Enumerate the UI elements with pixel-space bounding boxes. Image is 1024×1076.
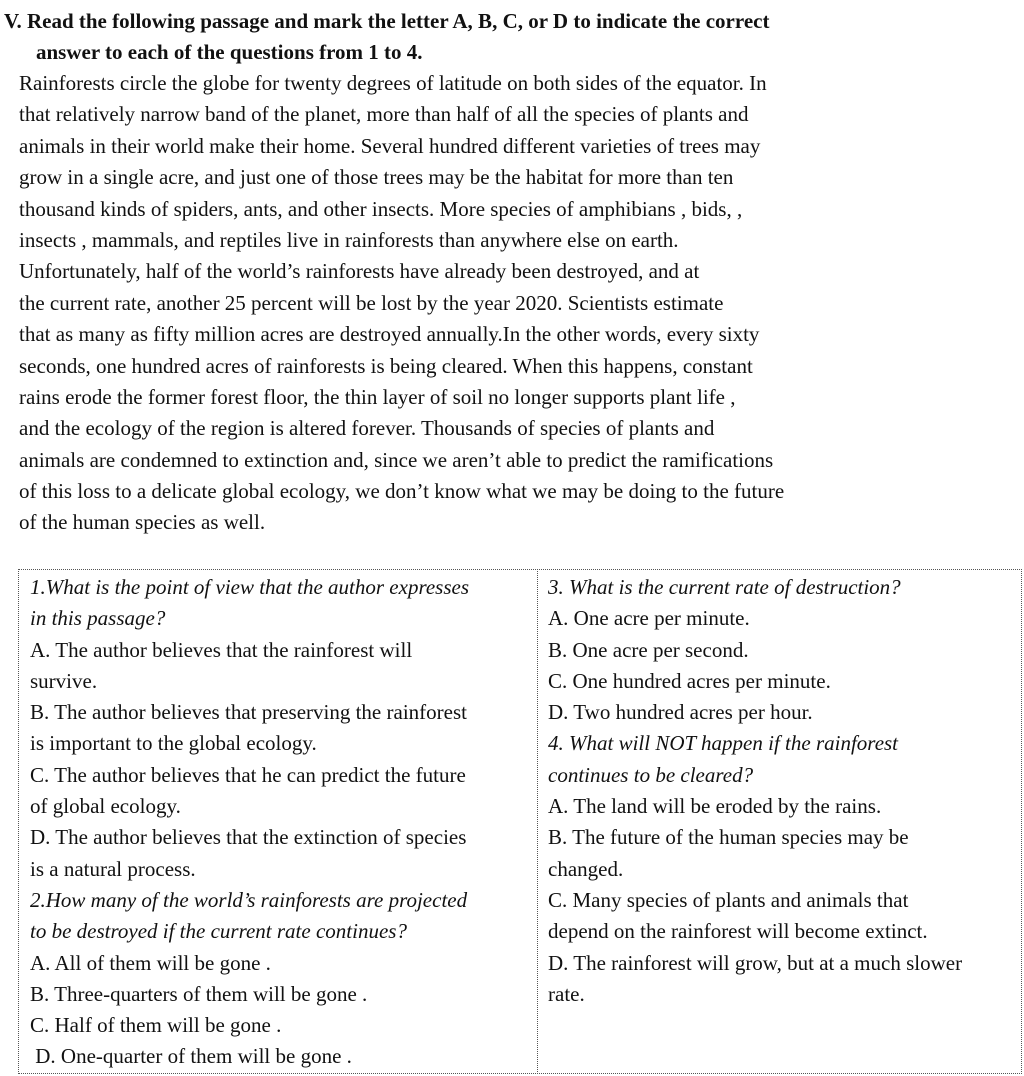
passage-line: that relatively narrow band of the planet, more than half of all the species of plants and <box>19 102 749 127</box>
question-3-text: 3. What is the current rate of destruction? <box>548 575 901 599</box>
question-1-option-b: is important to the global ecology. <box>30 731 317 756</box>
passage-line: seconds, one hundred acres of rainforests is being cleared. When this happens, constant <box>19 353 753 378</box>
question-4-text: 4. What will NOT happen if the rainforest <box>548 731 899 756</box>
question-1-option-d: D. The author believes that the extinction of species <box>30 825 467 850</box>
passage-line: and the ecology of the region is altered forever. Thousands of species of plants and <box>19 416 715 441</box>
question-4-option-d: rate. <box>548 981 585 1006</box>
question-4-option-a: A. The land will be eroded by the rains. <box>548 794 882 819</box>
column-divider <box>537 569 538 1074</box>
question-4-text: continues to be cleared? <box>548 762 754 787</box>
passage-line: the current rate, another 25 percent will be lost by the year 2020. Scientists estimate <box>19 290 724 315</box>
question-1-text: 1.What is the point of view that the author expresses <box>30 575 470 599</box>
passage-line: thousand kinds of spiders, ants, and other insects. More species of amphibians , bids, , <box>19 196 743 221</box>
passage-line: insects , mammals, and reptiles live in rainforests than anywhere else on earth. <box>19 227 679 252</box>
passage-line: animals are condemned to extinction and, since we aren’t able to predict the ramifications <box>19 447 774 472</box>
question-3-option-d: D. Two hundred acres per hour. <box>548 700 813 725</box>
question-4-option-c: depend on the rainforest will become extinct. <box>548 919 928 944</box>
passage-line: rains erode the former forest floor, the thin layer of soil no longer supports plant life , <box>19 384 736 409</box>
question-2-text: to be destroyed if the current rate continues? <box>30 919 407 944</box>
question-1-option-d: is a natural process. <box>30 856 196 881</box>
question-1-text: in this passage? <box>30 606 166 631</box>
passage-line: of the human species as well. <box>19 510 266 535</box>
question-3-option-a: A. One acre per minute. <box>548 606 750 631</box>
question-2-option-c: C. Half of them will be gone . <box>30 1013 282 1038</box>
question-4-option-d: D. The rainforest will grow, but at a much slower <box>548 950 963 975</box>
passage-line: grow in a single acre, and just one of those trees may be the habitat for more than ten <box>19 165 734 190</box>
passage-line: of this loss to a delicate global ecology, we don’t know what we may be doing to the future <box>19 479 785 504</box>
question-3-option-c: C. One hundred acres per minute. <box>548 668 831 693</box>
question-2-option-b: B. Three-quarters of them will be gone . <box>30 981 368 1006</box>
question-1-option-a: A. The author believes that the rainforest will <box>30 637 413 662</box>
question-1-option-a: survive. <box>30 668 98 693</box>
question-2-option-a: A. All of them will be gone . <box>30 950 271 975</box>
exercise-heading <box>4 6 1004 68</box>
question-3-option-b: B. One acre per second. <box>548 637 749 662</box>
passage-line: that as many as fifty million acres are destroyed annually.In the other words, every sixty <box>19 322 760 347</box>
heading-line-1: V. Read the following passage and mark the letter A, B, C, or D to indicate the correct <box>4 9 770 33</box>
question-1-option-b: B. The author believes that preserving the rainforest <box>30 700 467 725</box>
questions-left-column <box>30 572 469 1073</box>
reading-passage <box>19 68 1019 539</box>
passage-line: animals in their world make their home. Several hundred different varieties of trees may <box>19 133 761 158</box>
question-4-option-c: C. Many species of plants and animals that <box>548 887 909 912</box>
question-2-text: 2.How many of the world’s rainforests are projected <box>30 887 468 912</box>
question-4-option-b: changed. <box>548 856 624 881</box>
question-1-option-c: of global ecology. <box>30 794 181 819</box>
questions-right-column <box>548 572 962 1010</box>
question-2-option-d: D. One-quarter of them will be gone . <box>30 1044 352 1069</box>
question-1-option-c: C. The author believes that he can predict the future <box>30 762 466 787</box>
passage-line: Unfortunately, half of the world’s rainforests have already been destroyed, and at <box>19 259 700 284</box>
question-4-option-b: B. The future of the human species may be <box>548 825 909 850</box>
passage-line: Rainforests circle the globe for twenty degrees of latitude on both sides of the equator. In <box>19 71 767 95</box>
heading-line-2: answer to each of the questions from 1 to 4. <box>36 40 423 64</box>
